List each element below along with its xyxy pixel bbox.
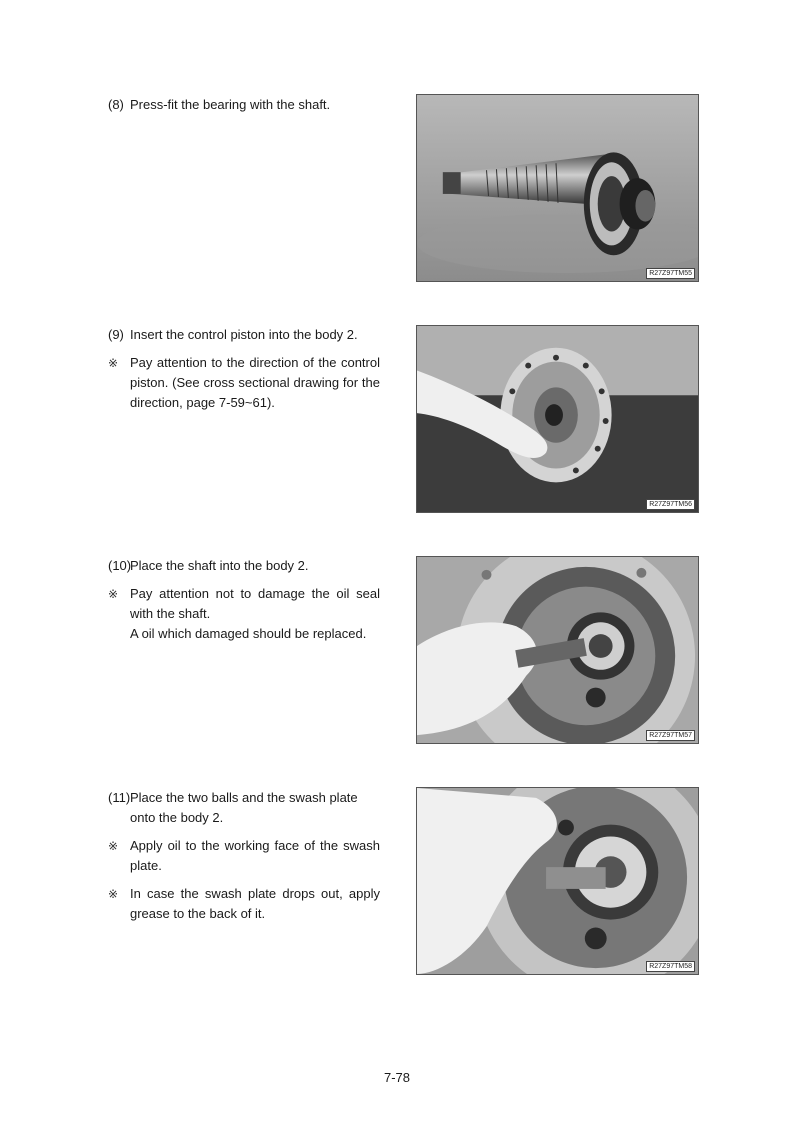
figure-shaft-into-body [416,556,699,744]
reference-mark-icon: ※ [108,887,119,901]
step-9-heading [108,325,380,345]
figure-control-piston [416,325,699,513]
reference-mark-icon: ※ [108,356,119,370]
figure-id-label: R27Z97TM58 [646,961,695,972]
figure-id-label: R27Z97TM55 [646,268,695,279]
figure-shaft-bearing [416,94,699,282]
note-text: Apply oil to the working face of the swash plate. [130,838,380,873]
step-8-heading [108,95,380,115]
step-8 [108,95,380,115]
step-number: (11) [108,790,131,805]
step-10 [108,556,380,644]
step-10-heading [108,556,380,576]
caution-note [108,836,380,876]
page-number: 7-78 [383,1070,411,1085]
step-number: (8) [108,97,124,112]
note-text: Pay attention not to damage the oil seal with the shaft. [130,586,380,621]
step-text: Place the two balls and the swash plate onto the body 2. [130,790,358,825]
caution-note [108,584,380,644]
reference-mark-icon: ※ [108,839,119,853]
figure-id-label: R27Z97TM56 [646,499,695,510]
step-number: (10) [108,558,132,573]
note-text: Pay attention to the direction of the control piston. (See cross sectional drawing for the direction, page 7-59~61). [130,355,380,410]
step-text: Insert the control piston into the body 2. [130,327,358,342]
step-text: Press-fit the bearing with the shaft. [130,97,331,112]
step-text: Place the shaft into the body 2. [130,558,309,573]
caution-note [108,353,380,413]
note-extra-text: A oil which damaged should be replaced. [130,626,367,641]
figure-swash-plate [416,787,699,975]
step-number: (9) [108,327,124,342]
step-9 [108,325,380,413]
figure-id-label: R27Z97TM57 [646,730,695,741]
step-11 [108,788,380,924]
note-text: In case the swash plate drops out, apply grease to the back of it. [130,886,380,921]
caution-note [108,884,380,924]
step-11-heading [108,788,380,828]
reference-mark-icon: ※ [108,587,119,601]
